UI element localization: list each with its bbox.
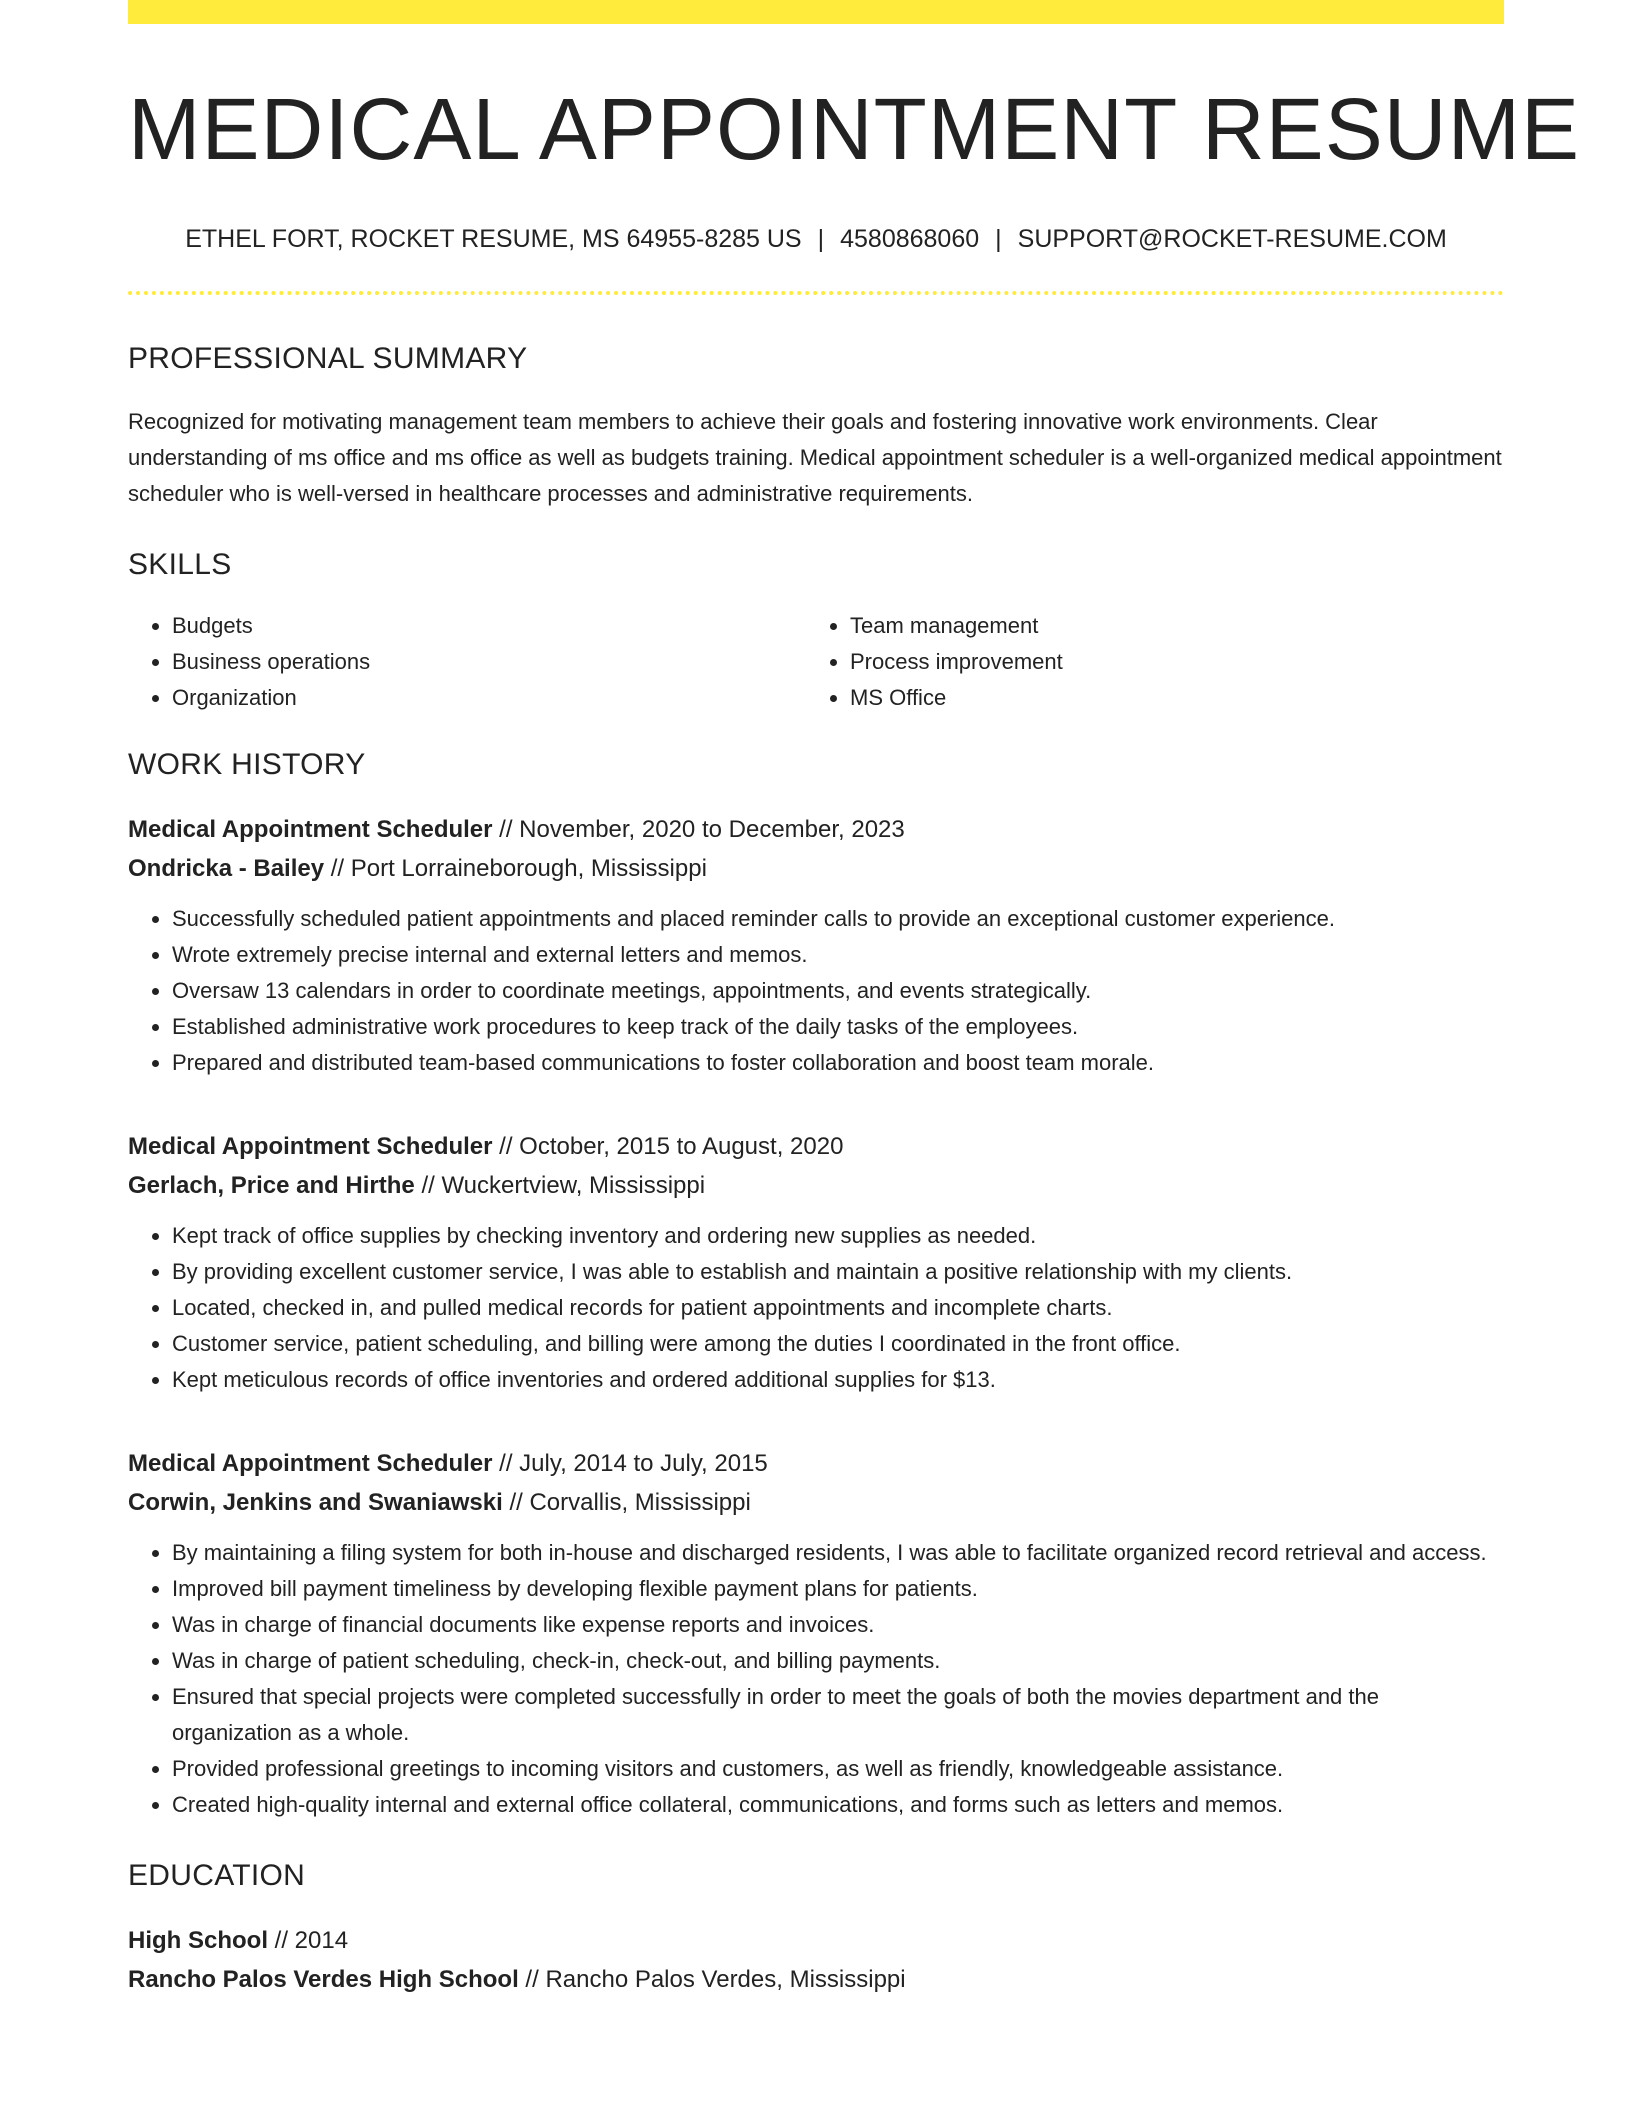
summary-section xyxy=(128,344,1504,512)
job-duty: • Prepared and distributed team-based communications to foster collaboration and boost team morale. xyxy=(172,1045,1504,1081)
resume-page xyxy=(128,0,1581,1999)
work-history-heading: WORK HISTORY xyxy=(128,748,366,781)
skill-item: • Organization xyxy=(172,680,806,716)
job-duty: • By providing excellent customer service, I was able to establish and maintain a positive relationship with my clients. xyxy=(172,1254,1504,1290)
job-company-line xyxy=(128,1166,1504,1205)
job-title: Medical Appointment Scheduler xyxy=(128,816,493,843)
skills-grid xyxy=(128,608,1504,716)
skills-list-left xyxy=(128,608,806,716)
job-duty: • Created high-quality internal and external office collateral, communications, and forms such as letters and memos. xyxy=(172,1787,1504,1823)
resume-title: MEDICAL APPOINTMENT RESUME xyxy=(128,81,1581,178)
contact-email: SUPPORT@ROCKET-RESUME.COM xyxy=(1017,225,1447,253)
job-duties xyxy=(128,1535,1504,1823)
skills-column-left xyxy=(128,608,806,716)
job-duty: • Established administrative work procedures to keep track of the daily tasks of the employees. xyxy=(172,1009,1504,1045)
education-degree-line xyxy=(128,1921,1504,1960)
education-entry xyxy=(128,1921,1504,1999)
job-duty: • By maintaining a filing system for both in-house and discharged residents, I was able to facilitate organized record retrieval and access. xyxy=(172,1535,1504,1571)
education-degree: High School xyxy=(128,1927,268,1954)
skills-heading: SKILLS xyxy=(128,548,232,581)
job-entry xyxy=(128,1444,1504,1823)
job-dates: // November, 2020 to December, 2023 xyxy=(492,816,905,843)
contact-separator: | xyxy=(817,225,825,253)
job-duty: • Was in charge of financial documents like expense reports and invoices. xyxy=(172,1607,1504,1643)
job-duty: • Provided professional greetings to incoming visitors and customers, as well as friendly, knowledgeable assistance. xyxy=(172,1751,1504,1787)
contact-info xyxy=(128,227,1504,252)
skills-column-right xyxy=(806,608,1484,716)
skill-item: • MS Office xyxy=(850,680,1484,716)
job-duty: • Kept meticulous records of office inventories and ordered additional supplies for $13. xyxy=(172,1362,1504,1398)
skills-section xyxy=(128,550,1504,716)
job-location: // Wuckertview, Mississippi xyxy=(414,1172,706,1199)
education-school-line xyxy=(128,1960,1504,1999)
job-duty: • Wrote extremely precise internal and external letters and memos. xyxy=(172,937,1504,973)
job-company-line xyxy=(128,849,1504,888)
job-company-line xyxy=(128,1483,1504,1522)
education-school: Rancho Palos Verdes High School xyxy=(128,1966,519,1993)
summary-heading: PROFESSIONAL SUMMARY xyxy=(128,342,528,375)
skill-item: • Business operations xyxy=(172,644,806,680)
contact-address: ETHEL FORT, ROCKET RESUME, MS 64955-8285 US xyxy=(185,225,802,253)
job-title-line xyxy=(128,810,1504,849)
summary-text: Recognized for motivating management team members to achieve their goals and fostering innovative work environments. Clear understanding of ms office and ms office as well as budgets training. Medical appointment scheduler is a well-organized medical appointment scheduler who is well-versed in healthcare processes and administrative requirements. xyxy=(128,409,1502,506)
job-location: // Port Lorraineborough, Mississippi xyxy=(324,855,707,882)
job-company: Ondricka - Bailey xyxy=(128,855,325,882)
job-duties xyxy=(128,901,1504,1081)
contact-phone: 4580868060 xyxy=(840,225,980,253)
job-location: // Corvallis, Mississippi xyxy=(502,1489,751,1516)
job-entry xyxy=(128,810,1504,1081)
header-divider xyxy=(128,291,1504,295)
job-title-line xyxy=(128,1127,1504,1166)
job-duty: • Kept track of office supplies by checking inventory and ordering new supplies as needed. xyxy=(172,1218,1504,1254)
skills-list-right xyxy=(806,608,1484,716)
education-heading: EDUCATION xyxy=(128,1859,306,1892)
job-duty: • Successfully scheduled patient appointments and placed reminder calls to provide an exceptional customer experience. xyxy=(172,901,1504,937)
job-dates: // July, 2014 to July, 2015 xyxy=(492,1450,768,1477)
education-location: // Rancho Palos Verdes, Mississippi xyxy=(518,1966,906,1993)
job-duties xyxy=(128,1218,1504,1398)
job-dates: // October, 2015 to August, 2020 xyxy=(492,1133,844,1160)
contact-separator: | xyxy=(995,225,1002,253)
skill-item: • Team management xyxy=(850,608,1484,644)
top-accent-bar xyxy=(128,0,1504,24)
skill-item: • Budgets xyxy=(172,608,806,644)
job-title: Medical Appointment Scheduler xyxy=(128,1133,493,1160)
skill-item: • Process improvement xyxy=(850,644,1484,680)
job-duty: • Oversaw 13 calendars in order to coordinate meetings, appointments, and events strategically. xyxy=(172,973,1504,1009)
job-duty: • Improved bill payment timeliness by developing flexible payment plans for patients. xyxy=(172,1571,1504,1607)
education-year: // 2014 xyxy=(268,1927,349,1954)
work-history-section xyxy=(128,750,1504,1823)
job-duty: • Was in charge of patient scheduling, check-in, check-out, and billing payments. xyxy=(172,1643,1504,1679)
job-title-line xyxy=(128,1444,1504,1483)
education-section xyxy=(128,1861,1504,1999)
job-company: Gerlach, Price and Hirthe xyxy=(128,1172,415,1199)
job-title: Medical Appointment Scheduler xyxy=(128,1450,493,1477)
job-entry xyxy=(128,1127,1504,1398)
job-duty: • Located, checked in, and pulled medical records for patient appointments and incomplete charts. xyxy=(172,1290,1504,1326)
job-duty: • Customer service, patient scheduling, and billing were among the duties I coordinated in the front office. xyxy=(172,1326,1504,1362)
job-duty: • Ensured that special projects were completed successfully in order to meet the goals of both the movies department and the organization as a whole. xyxy=(172,1679,1504,1751)
job-company: Corwin, Jenkins and Swaniawski xyxy=(128,1489,503,1516)
